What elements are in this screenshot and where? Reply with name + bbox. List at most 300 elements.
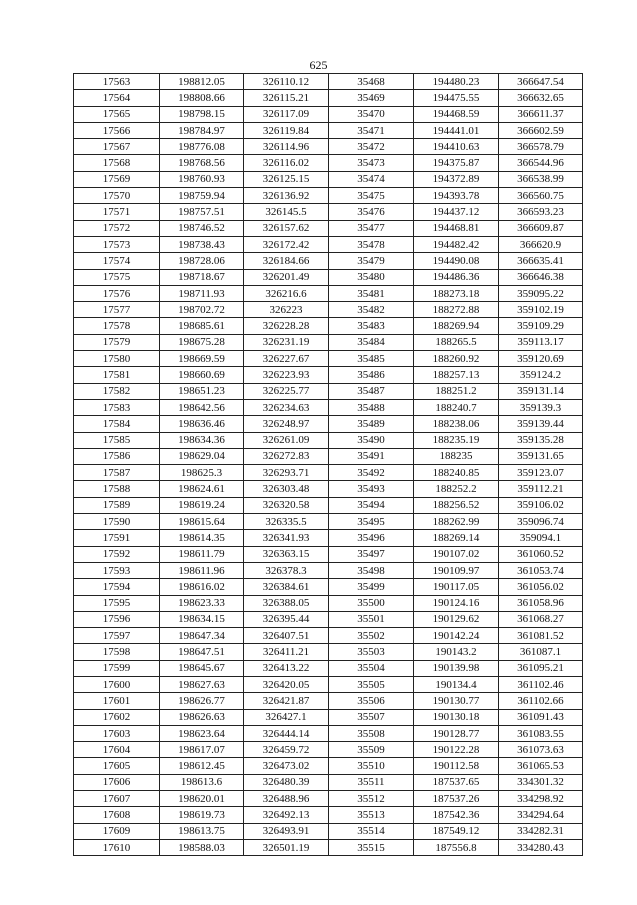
- cell-x-left: 198669.59: [160, 351, 244, 367]
- cell-point-id-left: 17578: [74, 318, 160, 334]
- cell-x-right: 190139.98: [414, 660, 499, 676]
- cell-y-right: 366593.23: [499, 204, 583, 220]
- cell-y-left: 326411.21: [244, 644, 329, 660]
- cell-x-right: 187549.12: [414, 823, 499, 839]
- cell-y-right: 366560.75: [499, 188, 583, 204]
- cell-point-id-right: 35468: [329, 74, 414, 90]
- cell-y-left: 326228.28: [244, 318, 329, 334]
- cell-y-right: 359124.2: [499, 367, 583, 383]
- cell-y-left: 326201.49: [244, 269, 329, 285]
- cell-x-right: 194375.87: [414, 155, 499, 171]
- cell-x-left: 198711.93: [160, 285, 244, 301]
- cell-point-id-left: 17582: [74, 383, 160, 399]
- table-row: [74, 514, 583, 530]
- cell-y-right: 361091.43: [499, 709, 583, 725]
- cell-x-right: 190124.16: [414, 595, 499, 611]
- cell-y-left: 326172.42: [244, 236, 329, 252]
- cell-y-right: 361081.52: [499, 628, 583, 644]
- cell-point-id-right: 35482: [329, 302, 414, 318]
- cell-x-left: 198627.63: [160, 676, 244, 692]
- cell-point-id-left: 17604: [74, 742, 160, 758]
- cell-point-id-right: 35478: [329, 236, 414, 252]
- cell-point-id-right: 35499: [329, 579, 414, 595]
- table-body: [74, 74, 583, 856]
- cell-x-left: 198612.45: [160, 758, 244, 774]
- cell-y-left: 326427.1: [244, 709, 329, 725]
- cell-x-right: 188272.88: [414, 302, 499, 318]
- table-row: [74, 383, 583, 399]
- cell-x-right: 188256.52: [414, 497, 499, 513]
- table-row: [74, 285, 583, 301]
- cell-x-left: 198634.15: [160, 611, 244, 627]
- cell-y-right: 366647.54: [499, 74, 583, 90]
- cell-y-right: 359094.1: [499, 530, 583, 546]
- cell-point-id-right: 35514: [329, 823, 414, 839]
- cell-point-id-left: 17580: [74, 351, 160, 367]
- cell-x-right: 190128.77: [414, 725, 499, 741]
- cell-point-id-left: 17596: [74, 611, 160, 627]
- cell-point-id-left: 17607: [74, 791, 160, 807]
- cell-point-id-left: 17592: [74, 546, 160, 562]
- cell-point-id-right: 35472: [329, 139, 414, 155]
- table-row: [74, 839, 583, 855]
- cell-y-right: 361060.52: [499, 546, 583, 562]
- cell-point-id-right: 35494: [329, 497, 414, 513]
- cell-x-right: 187537.65: [414, 774, 499, 790]
- table-row: [74, 122, 583, 138]
- cell-point-id-right: 35480: [329, 269, 414, 285]
- cell-x-right: 190122.28: [414, 742, 499, 758]
- cell-point-id-right: 35489: [329, 416, 414, 432]
- cell-y-right: 361083.55: [499, 725, 583, 741]
- cell-x-left: 198660.69: [160, 367, 244, 383]
- cell-point-id-left: 17568: [74, 155, 160, 171]
- cell-point-id-left: 17603: [74, 725, 160, 741]
- cell-y-right: 361102.66: [499, 693, 583, 709]
- cell-x-right: 194393.78: [414, 188, 499, 204]
- cell-point-id-left: 17606: [74, 774, 160, 790]
- cell-x-right: 190142.24: [414, 628, 499, 644]
- cell-point-id-right: 35490: [329, 432, 414, 448]
- cell-y-right: 366544.96: [499, 155, 583, 171]
- page-number: 625: [309, 58, 328, 72]
- cell-x-right: 194441.01: [414, 122, 499, 138]
- cell-x-left: 198759.94: [160, 188, 244, 204]
- cell-x-right: 190109.97: [414, 562, 499, 578]
- cell-y-left: 326223.93: [244, 367, 329, 383]
- cell-point-id-right: 35481: [329, 285, 414, 301]
- cell-x-left: 198738.43: [160, 236, 244, 252]
- cell-x-left: 198647.51: [160, 644, 244, 660]
- cell-y-left: 326117.09: [244, 106, 329, 122]
- cell-y-left: 326184.66: [244, 253, 329, 269]
- cell-y-left: 326480.39: [244, 774, 329, 790]
- cell-y-right: 361068.27: [499, 611, 583, 627]
- cell-y-left: 326234.63: [244, 399, 329, 415]
- cell-point-id-left: 17609: [74, 823, 160, 839]
- cell-y-left: 326145.5: [244, 204, 329, 220]
- cell-x-left: 198613.6: [160, 774, 244, 790]
- cell-y-left: 326335.5: [244, 514, 329, 530]
- table-row: [74, 90, 583, 106]
- cell-point-id-left: 17595: [74, 595, 160, 611]
- table-row: [74, 709, 583, 725]
- table-row: [74, 416, 583, 432]
- table-row: [74, 481, 583, 497]
- cell-x-right: 194437.12: [414, 204, 499, 220]
- cell-y-right: 366611.37: [499, 106, 583, 122]
- cell-point-id-right: 35491: [329, 448, 414, 464]
- cell-y-left: 326223: [244, 302, 329, 318]
- cell-y-right: 359109.29: [499, 318, 583, 334]
- cell-point-id-right: 35474: [329, 171, 414, 187]
- cell-point-id-left: 17589: [74, 497, 160, 513]
- cell-point-id-right: 35477: [329, 220, 414, 236]
- cell-point-id-right: 35502: [329, 628, 414, 644]
- cell-point-id-left: 17593: [74, 562, 160, 578]
- cell-x-left: 198625.3: [160, 465, 244, 481]
- cell-y-right: 361056.02: [499, 579, 583, 595]
- cell-x-left: 198614.35: [160, 530, 244, 546]
- table-row: [74, 367, 583, 383]
- cell-point-id-left: 17573: [74, 236, 160, 252]
- cell-point-id-left: 17600: [74, 676, 160, 692]
- table-row: [74, 74, 583, 90]
- table-row: [74, 628, 583, 644]
- table-row: [74, 562, 583, 578]
- cell-x-left: 198626.77: [160, 693, 244, 709]
- cell-x-left: 198651.23: [160, 383, 244, 399]
- cell-y-left: 326420.05: [244, 676, 329, 692]
- cell-x-left: 198798.15: [160, 106, 244, 122]
- table-row: [74, 758, 583, 774]
- cell-y-right: 334298.92: [499, 791, 583, 807]
- cell-point-id-right: 35506: [329, 693, 414, 709]
- cell-y-left: 326473.02: [244, 758, 329, 774]
- cell-point-id-right: 35507: [329, 709, 414, 725]
- table-row: [74, 676, 583, 692]
- cell-y-left: 326303.48: [244, 481, 329, 497]
- cell-y-left: 326115.21: [244, 90, 329, 106]
- cell-x-left: 198642.56: [160, 399, 244, 415]
- cell-point-id-right: 35510: [329, 758, 414, 774]
- cell-point-id-left: 17571: [74, 204, 160, 220]
- cell-point-id-right: 35475: [329, 188, 414, 204]
- cell-point-id-left: 17574: [74, 253, 160, 269]
- cell-x-left: 198624.61: [160, 481, 244, 497]
- cell-x-left: 198685.61: [160, 318, 244, 334]
- cell-x-right: 194468.81: [414, 220, 499, 236]
- table-row: [74, 530, 583, 546]
- cell-x-right: 190117.05: [414, 579, 499, 595]
- cell-y-left: 326407.51: [244, 628, 329, 644]
- cell-point-id-right: 35483: [329, 318, 414, 334]
- cell-y-left: 326501.19: [244, 839, 329, 855]
- cell-y-left: 326363.15: [244, 546, 329, 562]
- cell-y-left: 326341.93: [244, 530, 329, 546]
- cell-y-left: 326216.6: [244, 285, 329, 301]
- cell-x-right: 188251.2: [414, 383, 499, 399]
- cell-point-id-right: 35470: [329, 106, 414, 122]
- cell-point-id-left: 17594: [74, 579, 160, 595]
- cell-y-right: 366578.79: [499, 139, 583, 155]
- cell-point-id-right: 35492: [329, 465, 414, 481]
- cell-point-id-right: 35476: [329, 204, 414, 220]
- cell-point-id-left: 17610: [74, 839, 160, 855]
- cell-y-right: 361065.53: [499, 758, 583, 774]
- cell-point-id-right: 35495: [329, 514, 414, 530]
- cell-point-id-right: 35484: [329, 334, 414, 350]
- cell-x-right: 190134.4: [414, 676, 499, 692]
- cell-y-right: 366635.41: [499, 253, 583, 269]
- table-row: [74, 432, 583, 448]
- cell-y-right: 359112.21: [499, 481, 583, 497]
- cell-y-right: 359139.44: [499, 416, 583, 432]
- cell-point-id-right: 35504: [329, 660, 414, 676]
- cell-point-id-left: 17588: [74, 481, 160, 497]
- cell-point-id-left: 17575: [74, 269, 160, 285]
- cell-y-left: 326248.97: [244, 416, 329, 432]
- cell-point-id-left: 17598: [74, 644, 160, 660]
- cell-x-left: 198784.97: [160, 122, 244, 138]
- cell-x-right: 187537.26: [414, 791, 499, 807]
- table-row: [74, 188, 583, 204]
- table-row: [74, 497, 583, 513]
- cell-point-id-right: 35505: [329, 676, 414, 692]
- cell-y-left: 326227.67: [244, 351, 329, 367]
- cell-y-left: 326459.72: [244, 742, 329, 758]
- cell-y-left: 326114.96: [244, 139, 329, 155]
- cell-x-right: 188240.7: [414, 399, 499, 415]
- cell-y-left: 326320.58: [244, 497, 329, 513]
- cell-x-left: 198613.75: [160, 823, 244, 839]
- cell-point-id-right: 35513: [329, 807, 414, 823]
- cell-point-id-right: 35509: [329, 742, 414, 758]
- table-row: [74, 693, 583, 709]
- cell-y-right: 359131.14: [499, 383, 583, 399]
- cell-y-left: 326225.77: [244, 383, 329, 399]
- cell-y-right: 366620.9: [499, 236, 583, 252]
- table-row: [74, 220, 583, 236]
- table-row: [74, 807, 583, 823]
- table-row: [74, 611, 583, 627]
- table-row: [74, 660, 583, 676]
- cell-y-right: 359113.17: [499, 334, 583, 350]
- cell-x-left: 198718.67: [160, 269, 244, 285]
- cell-point-id-left: 17599: [74, 660, 160, 676]
- cell-y-right: 334280.43: [499, 839, 583, 855]
- table-row: [74, 171, 583, 187]
- cell-point-id-right: 35471: [329, 122, 414, 138]
- cell-x-right: 190129.62: [414, 611, 499, 627]
- cell-x-right: 188262.99: [414, 514, 499, 530]
- cell-y-left: 326272.83: [244, 448, 329, 464]
- table-row: [74, 579, 583, 595]
- cell-point-id-right: 35485: [329, 351, 414, 367]
- cell-x-right: 194482.42: [414, 236, 499, 252]
- cell-y-right: 359096.74: [499, 514, 583, 530]
- cell-y-left: 326231.19: [244, 334, 329, 350]
- table-row: [74, 334, 583, 350]
- cell-x-left: 198626.63: [160, 709, 244, 725]
- cell-y-left: 326492.13: [244, 807, 329, 823]
- cell-y-right: 359120.69: [499, 351, 583, 367]
- table-row: [74, 253, 583, 269]
- cell-y-right: 361073.63: [499, 742, 583, 758]
- cell-point-id-right: 35473: [329, 155, 414, 171]
- cell-point-id-right: 35493: [329, 481, 414, 497]
- cell-x-right: 194372.89: [414, 171, 499, 187]
- cell-x-right: 194410.63: [414, 139, 499, 155]
- coordinates-table: [73, 73, 583, 856]
- cell-x-right: 194475.55: [414, 90, 499, 106]
- cell-x-left: 198757.51: [160, 204, 244, 220]
- cell-x-right: 188269.14: [414, 530, 499, 546]
- cell-x-right: 188235.19: [414, 432, 499, 448]
- cell-point-id-left: 17591: [74, 530, 160, 546]
- cell-y-left: 326293.71: [244, 465, 329, 481]
- cell-point-id-right: 35511: [329, 774, 414, 790]
- table-row: [74, 318, 583, 334]
- cell-y-left: 326488.96: [244, 791, 329, 807]
- cell-y-right: 366646.38: [499, 269, 583, 285]
- cell-y-left: 326421.87: [244, 693, 329, 709]
- cell-point-id-left: 17577: [74, 302, 160, 318]
- cell-x-left: 198611.79: [160, 546, 244, 562]
- cell-point-id-left: 17563: [74, 74, 160, 90]
- cell-x-right: 190107.02: [414, 546, 499, 562]
- cell-x-left: 198760.93: [160, 171, 244, 187]
- cell-y-left: 326395.44: [244, 611, 329, 627]
- cell-point-id-right: 35496: [329, 530, 414, 546]
- cell-point-id-left: 17566: [74, 122, 160, 138]
- table-row: [74, 351, 583, 367]
- cell-point-id-right: 35486: [329, 367, 414, 383]
- cell-y-left: 326388.05: [244, 595, 329, 611]
- cell-x-right: 187556.8: [414, 839, 499, 855]
- cell-y-right: 366538.99: [499, 171, 583, 187]
- cell-point-id-left: 17586: [74, 448, 160, 464]
- cell-y-right: 366602.59: [499, 122, 583, 138]
- cell-x-left: 198776.08: [160, 139, 244, 155]
- table-row: [74, 236, 583, 252]
- cell-x-left: 198611.96: [160, 562, 244, 578]
- cell-y-right: 334294.64: [499, 807, 583, 823]
- cell-x-left: 198623.33: [160, 595, 244, 611]
- cell-point-id-left: 17569: [74, 171, 160, 187]
- cell-x-left: 198619.73: [160, 807, 244, 823]
- cell-x-right: 190130.77: [414, 693, 499, 709]
- cell-x-right: 188269.94: [414, 318, 499, 334]
- table-row: [74, 302, 583, 318]
- table-row: [74, 204, 583, 220]
- cell-point-id-left: 17605: [74, 758, 160, 774]
- cell-x-right: 194490.08: [414, 253, 499, 269]
- cell-x-right: 188273.18: [414, 285, 499, 301]
- cell-x-left: 198617.07: [160, 742, 244, 758]
- cell-y-left: 326116.02: [244, 155, 329, 171]
- cell-point-id-left: 17601: [74, 693, 160, 709]
- cell-x-right: 188257.13: [414, 367, 499, 383]
- cell-point-id-right: 35503: [329, 644, 414, 660]
- cell-point-id-left: 17590: [74, 514, 160, 530]
- cell-y-right: 361087.1: [499, 644, 583, 660]
- cell-point-id-left: 17608: [74, 807, 160, 823]
- table-row: [74, 644, 583, 660]
- cell-point-id-left: 17587: [74, 465, 160, 481]
- cell-point-id-left: 17584: [74, 416, 160, 432]
- cell-x-left: 198645.67: [160, 660, 244, 676]
- table-row: [74, 139, 583, 155]
- cell-x-right: 188260.92: [414, 351, 499, 367]
- cell-x-right: 188240.85: [414, 465, 499, 481]
- cell-y-left: 326413.22: [244, 660, 329, 676]
- cell-y-right: 334282.31: [499, 823, 583, 839]
- cell-x-right: 194486.36: [414, 269, 499, 285]
- cell-x-right: 194480.23: [414, 74, 499, 90]
- cell-x-right: 187542.36: [414, 807, 499, 823]
- cell-x-left: 198675.28: [160, 334, 244, 350]
- cell-y-left: 326125.15: [244, 171, 329, 187]
- cell-point-id-right: 35500: [329, 595, 414, 611]
- cell-x-left: 198588.03: [160, 839, 244, 855]
- cell-y-right: 359135.28: [499, 432, 583, 448]
- table-row: [74, 823, 583, 839]
- cell-y-left: 326119.84: [244, 122, 329, 138]
- cell-point-id-left: 17564: [74, 90, 160, 106]
- cell-point-id-right: 35498: [329, 562, 414, 578]
- cell-y-right: 359131.65: [499, 448, 583, 464]
- cell-x-left: 198620.01: [160, 791, 244, 807]
- cell-point-id-left: 17585: [74, 432, 160, 448]
- table-row: [74, 725, 583, 741]
- table-row: [74, 774, 583, 790]
- table-row: [74, 155, 583, 171]
- cell-y-right: 361095.21: [499, 660, 583, 676]
- table-row: [74, 546, 583, 562]
- cell-point-id-left: 17567: [74, 139, 160, 155]
- cell-point-id-left: 17579: [74, 334, 160, 350]
- cell-y-right: 366609.87: [499, 220, 583, 236]
- cell-x-left: 198634.36: [160, 432, 244, 448]
- cell-y-left: 326384.61: [244, 579, 329, 595]
- table-row: [74, 399, 583, 415]
- cell-y-left: 326136.92: [244, 188, 329, 204]
- cell-y-right: 359139.3: [499, 399, 583, 415]
- cell-x-left: 198808.66: [160, 90, 244, 106]
- table-row: [74, 106, 583, 122]
- table-row: [74, 448, 583, 464]
- cell-x-left: 198636.46: [160, 416, 244, 432]
- cell-y-right: 359095.22: [499, 285, 583, 301]
- table-row: [74, 742, 583, 758]
- table-row: [74, 595, 583, 611]
- cell-y-right: 366632.65: [499, 90, 583, 106]
- cell-x-left: 198702.72: [160, 302, 244, 318]
- cell-point-id-left: 17565: [74, 106, 160, 122]
- cell-point-id-right: 35512: [329, 791, 414, 807]
- cell-point-id-right: 35515: [329, 839, 414, 855]
- cell-x-left: 198619.24: [160, 497, 244, 513]
- cell-x-right: 190130.18: [414, 709, 499, 725]
- cell-y-right: 334301.32: [499, 774, 583, 790]
- cell-x-right: 190112.58: [414, 758, 499, 774]
- cell-x-right: 188265.5: [414, 334, 499, 350]
- cell-y-right: 361058.96: [499, 595, 583, 611]
- cell-point-id-right: 35479: [329, 253, 414, 269]
- cell-point-id-left: 17597: [74, 628, 160, 644]
- cell-point-id-left: 17581: [74, 367, 160, 383]
